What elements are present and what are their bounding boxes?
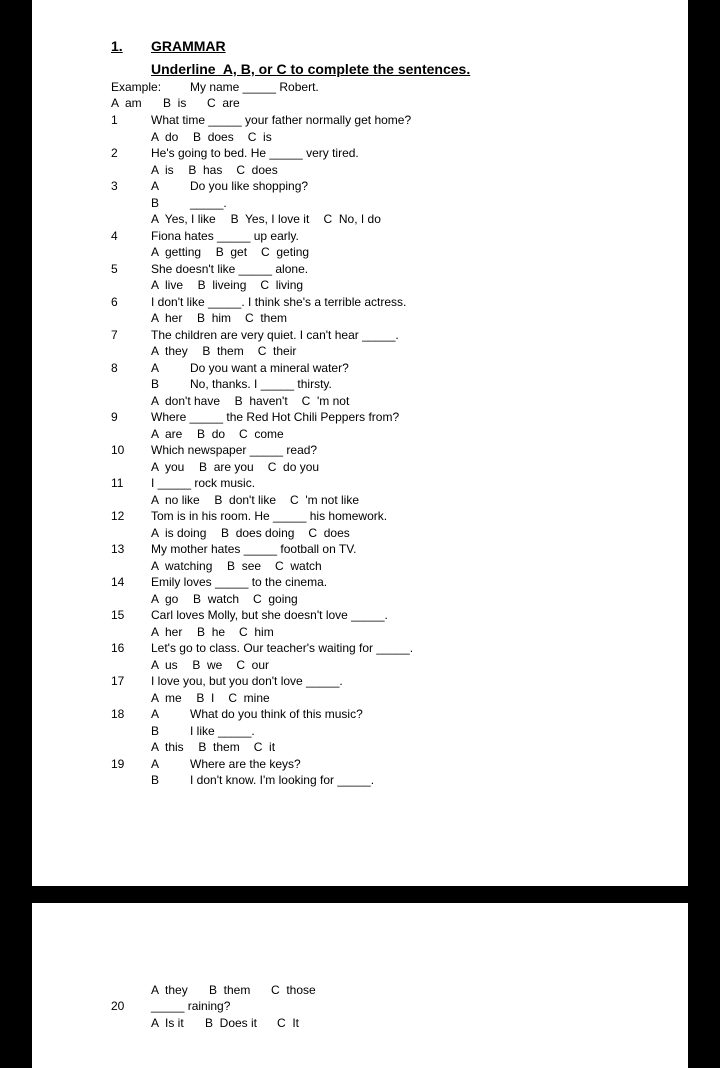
- question-text: I _____ rock music.: [151, 476, 256, 490]
- question-text: Where _____ the Red Hot Chili Peppers from?: [151, 410, 400, 424]
- question-text: She doesn't like _____ alone.: [151, 262, 309, 276]
- question-number: 20: [111, 999, 125, 1013]
- speaker-label: B: [151, 377, 160, 391]
- option-c: C our: [236, 658, 270, 672]
- question-text: My mother hates _____ football on TV.: [151, 542, 357, 556]
- question-text: Carl loves Molly, but she doesn't love _____.: [151, 608, 388, 622]
- option-a: A this: [151, 740, 184, 754]
- question-text: Which newspaper _____ read?: [151, 443, 318, 457]
- dialog-line: What do you think of this music?: [190, 707, 363, 721]
- dialog-line: Do you like shopping?: [190, 179, 309, 193]
- option-a: A is doing: [151, 526, 207, 540]
- option-c: C them: [245, 311, 288, 325]
- option-c: C does: [236, 163, 278, 177]
- option-a: A no like: [151, 493, 200, 507]
- question-number: 11: [111, 476, 124, 490]
- question-number: 7: [111, 328, 118, 342]
- question-number: 19: [111, 757, 125, 771]
- speaker-label: A: [151, 179, 160, 193]
- example-label: Example:: [111, 80, 162, 94]
- option-b: B has: [188, 163, 223, 177]
- dialog-line: No, thanks. I _____ thirsty.: [190, 377, 332, 391]
- example-option-a: A am: [111, 96, 142, 110]
- option-b: B get: [215, 245, 248, 259]
- question-text: I don't like _____. I think she's a terrible actress.: [151, 295, 407, 309]
- worksheet-page-1: [32, 0, 688, 886]
- question-number: 9: [111, 410, 118, 424]
- option-c: C living: [260, 278, 304, 292]
- worksheet-page-2: [32, 903, 688, 1068]
- example-option-c: C are: [207, 96, 240, 110]
- option-b: B haven't: [234, 394, 288, 408]
- question-number: 18: [111, 707, 125, 721]
- option-a: A her: [151, 311, 183, 325]
- question-text: He's going to bed. He _____ very tired.: [151, 146, 359, 160]
- example-sentence: My name _____ Robert.: [190, 80, 319, 94]
- dialog-line: _____.: [190, 196, 227, 210]
- option-a: A is: [151, 163, 174, 177]
- option-a: A us: [151, 658, 178, 672]
- option-c: C 'm not: [301, 394, 350, 408]
- option-c: C do you: [267, 460, 320, 474]
- speaker-label: A: [151, 757, 160, 771]
- option-b: B see: [227, 559, 262, 573]
- option-b: B them: [198, 740, 240, 754]
- question-number: 14: [111, 575, 125, 589]
- question-text: The children are very quiet. I can't hear _____.: [151, 328, 399, 342]
- speaker-label: A: [151, 707, 160, 721]
- carry-option-a: A they: [151, 983, 188, 997]
- option-c: C geting: [261, 245, 310, 259]
- option-b: B liveing: [197, 278, 247, 292]
- option-c: C their: [257, 344, 297, 358]
- example-option-b: B is: [163, 96, 187, 110]
- option-b: B he: [197, 625, 226, 639]
- option-b: B are you: [199, 460, 254, 474]
- q20-option-b: B Does it: [205, 1016, 258, 1030]
- question-text: Emily loves _____ to the cinema.: [151, 575, 328, 589]
- option-a: A you: [151, 460, 185, 474]
- q20-option-c: C It: [277, 1016, 300, 1030]
- question-text: What time _____ your father normally get home?: [151, 113, 412, 127]
- carry-option-c: C those: [271, 983, 316, 997]
- q20-option-a: A Is it: [151, 1016, 184, 1030]
- speaker-label: B: [151, 773, 160, 787]
- option-a: A don't have: [151, 394, 221, 408]
- question-number: 13: [111, 542, 125, 556]
- question-number: 3: [111, 179, 118, 193]
- option-b: B do: [197, 427, 226, 441]
- option-b: B watch: [193, 592, 240, 606]
- question-text: _____ raining?: [151, 999, 231, 1013]
- option-a: A Yes, I like: [151, 212, 216, 226]
- question-number: 16: [111, 641, 125, 655]
- option-a: A go: [151, 592, 179, 606]
- option-a: A getting: [151, 245, 202, 259]
- option-a: A are: [151, 427, 183, 441]
- option-a: A do: [151, 130, 179, 144]
- option-c: C does: [308, 526, 350, 540]
- option-c: C mine: [228, 691, 270, 705]
- question-number: 6: [111, 295, 118, 309]
- option-c: C going: [253, 592, 298, 606]
- option-c: C come: [239, 427, 284, 441]
- question-number: 2: [111, 146, 118, 160]
- question-text: I love you, but you don't love _____.: [151, 674, 343, 688]
- option-c: C it: [253, 740, 276, 754]
- option-b: B I: [196, 691, 215, 705]
- section-number: 1.: [111, 38, 123, 54]
- option-c: C 'm not like: [290, 493, 359, 507]
- speaker-label: B: [151, 196, 160, 210]
- question-text: Tom is in his room. He _____ his homework.: [151, 509, 388, 523]
- option-c: C is: [247, 130, 272, 144]
- section-title: GRAMMAR: [151, 38, 226, 54]
- option-a: A me: [151, 691, 182, 705]
- question-text: Let's go to class. Our teacher's waiting for _____.: [151, 641, 414, 655]
- question-number: 17: [111, 674, 125, 688]
- speaker-label: B: [151, 724, 160, 738]
- dialog-line: Where are the keys?: [190, 757, 301, 771]
- question-number: 10: [111, 443, 125, 457]
- option-c: C watch: [275, 559, 322, 573]
- question-number: 12: [111, 509, 125, 523]
- dialog-line: Do you want a mineral water?: [190, 361, 349, 375]
- option-b: B them: [202, 344, 244, 358]
- carry-option-b: B them: [209, 983, 251, 997]
- dialog-line: I like _____.: [190, 724, 255, 738]
- option-a: A watching: [151, 559, 213, 573]
- option-a: A they: [151, 344, 188, 358]
- option-b: B Yes, I love it: [230, 212, 310, 226]
- question-number: 1: [111, 113, 118, 127]
- instruction: Underline A, B, or C to complete the sentences.: [151, 61, 471, 77]
- option-a: A live: [151, 278, 184, 292]
- option-b: B does: [193, 130, 234, 144]
- question-number: 15: [111, 608, 125, 622]
- dialog-line: I don't know. I'm looking for _____.: [190, 773, 375, 787]
- question-text: Fiona hates _____ up early.: [151, 229, 299, 243]
- option-c: C No, I do: [323, 212, 381, 226]
- option-b: B we: [192, 658, 223, 672]
- question-number: 4: [111, 229, 118, 243]
- speaker-label: A: [151, 361, 160, 375]
- option-b: B does doing: [221, 526, 295, 540]
- option-b: B him: [197, 311, 232, 325]
- option-a: A her: [151, 625, 183, 639]
- option-b: B don't like: [214, 493, 277, 507]
- question-number: 5: [111, 262, 118, 276]
- question-number: 8: [111, 361, 118, 375]
- option-c: C him: [239, 625, 274, 639]
